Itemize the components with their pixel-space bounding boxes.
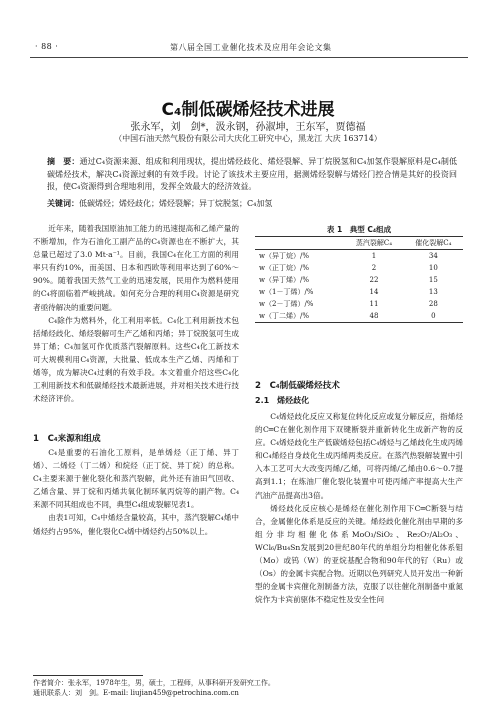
section-1-text [33, 446, 239, 538]
keywords [47, 198, 457, 209]
section-2-text [255, 410, 463, 606]
table-cell: 14 [369, 288, 379, 296]
table-cell: 34 [428, 252, 438, 260]
intro-paragraph-1: 近年来，随着我国原油加工能力的迅速提高和乙烯产量的不断增加，作为石油化工副产品的C₄资源也在不断扩大，其总量已超过了3.0 Mt·a⁻¹。目前，我国C₄在化工方面的利用率只有约10%，而美国、日本和西欧等利用率达到了60%～90%。随着我国天然气工业的迅速发展，民用作为燃料使用的C₄将面临着严峻挑战。如何充分合理的利用C₄资源是研究者亟待解决的重要问题。 [33, 224, 239, 312]
table-row [255, 310, 463, 323]
running-head: 第八届全国工业催化技术及应用年会论文集 [170, 43, 332, 52]
abstract [47, 156, 457, 194]
table-row [255, 262, 463, 274]
footnote-rule [33, 675, 143, 676]
table-cell: w（异丁烷）/% [259, 252, 310, 260]
author-list: 张永军，刘 剑*，汲永钢，孙淑坤，王东军，贾德福 [130, 122, 366, 133]
table-cell: 22 [369, 276, 379, 284]
section-1-heading: 1 C₄来源和组成 [33, 434, 101, 444]
section-2-paragraph-1: C₄烯烃歧化反应又称复位转化反应或复分解反应，指烯烃的C═C在催化剂作用下双键断裂并重新转化生成新产物的反应。C₄烯烃歧化生产低碳烯烃包括C₄烯烃与乙烯歧化生成丙烯和C₄烯烃自身歧化生成丙烯两类反应。在蒸汽热裂解装置中引入本工艺可大大改变丙烯/乙烯，可将丙烯/乙烯由0.6～0.7提高到1.1；在炼油厂催化裂化装置中可使丙烯产率提高大生产汽油产品提高出3倍。 [255, 412, 463, 500]
table-cell: w（1－丁烯）/% [259, 288, 314, 296]
paper-title: C₄制低碳烯烃技术进展 [161, 100, 335, 120]
table-cell: 13 [428, 288, 438, 296]
contact-footnote: 通讯联系人：刘 剑。E-mail: liujian459@petrochina.com.cn [33, 689, 239, 697]
table-cell: w（异丁烯）/% [259, 276, 310, 284]
table-cell: w（正丁烷）/% [259, 264, 310, 272]
header-rule [30, 57, 468, 58]
intro-paragraph-2: C₄除作为燃料外，化工利用率低。C₄化工利用新技术包括烯烃歧化、烯烃裂解可生产乙烯和丙烯；异丁烷脱氢可生成异丁烯；C₄加氢可作优质蒸汽裂解原料。这些C₄化工新技术可大规模利用C₄资源，大批量、低成本生产乙烯、丙烯和丁烯等，成为解决C₄过剩的有效手段。本文着重介绍这些C₄化工利用新技术和低碳烯烃技术最新进展，并对相关技术进行技术经济评价。 [33, 315, 239, 404]
table-row [255, 298, 463, 310]
table-cell: 28 [428, 300, 438, 308]
section-1-paragraph-2: 由表1可知，C₄中烯烃含量较高，其中，蒸汽裂解C₄烯中烯烃约占95%，催化裂化C₄烯中烯烃约占50%以上。 [33, 513, 239, 536]
abstract-label: 摘 要： [47, 157, 80, 166]
intro-text [33, 222, 239, 405]
table-cell: 10 [428, 264, 438, 272]
table-row [255, 250, 463, 263]
table-1-caption: 表 1 典型 C₄组成 [326, 225, 392, 234]
table-row [255, 274, 463, 286]
table-cell: 0 [404, 310, 463, 323]
table-cell: 1 [371, 252, 377, 260]
section-2-1-heading: 2.1 烯烃歧化 [255, 396, 310, 405]
affiliation: （中国石油天然气股份有限公司大庆化工研究中心，黑龙江 大庆 163714） [114, 134, 382, 143]
author-footnote: 作者简介：张永军，1978年生，男，硕士，工程师，从事科研开发研究工作。 [33, 679, 275, 687]
abstract-text: 通过C₄资源来源、组成和利用现状，提出烯烃歧化、烯烃裂解、异丁烷脱氢和C₄加氢作裂解原料是C₄制低碳烯烃技术，解决C₄资源过剩的有效手段。讨论了该技术主要应用，据测烯烃裂解与烯烃门控合情是其好的投资回报，使C₄资源得到合理地利用，发挥全效最大的经济效益。 [47, 157, 458, 191]
table-cell: 48 [344, 310, 403, 323]
table-1 [255, 236, 463, 323]
table-cell: w（2－丁烯）/% [259, 300, 314, 308]
table-row [255, 286, 463, 298]
keywords-text: 低碳烯烃；烯烃歧化；烯烃裂解；异丁烷脱氢；C₄加氢 [79, 199, 273, 208]
table-header-cell [255, 237, 344, 250]
section-2-paragraph-2: 烯烃歧化反应核心是烯烃在催化剂作用下C═C断裂与结合，金属催化体系是反应的关键。烯烃歧化催化剂由早期的多组分非均相催化体系MoO₃/SiO₂、Re₂O₇/Al₂O₃、WCl₆/Bu₄Sn发展到20世纪80年代的单组分均相催化体系钼（Mo）或钨（W）的亚烷基配合物和90年代的钌（Ru）或（Os）的金属卡宾配合物。近期以色列研究人员开发出一种新型的金属卡宾催化剂制备方法，克服了以往催化剂制备中重氮烷作为卡宾前驱体不稳定性及安全性问 [255, 503, 463, 605]
section-2-heading: 2 C₄制低碳烯烃技术 [255, 381, 340, 391]
table-cell: 15 [428, 276, 438, 284]
table-cell: w（丁二烯）/% [255, 310, 344, 323]
table-header-cell: 蒸汽裂解C₄ [344, 237, 403, 250]
table-header-row [255, 237, 463, 250]
table-cell: 11 [369, 300, 379, 308]
section-1-paragraph-1: C₄是重要的石油化工原料，是单烯烃（正丁烯、异丁烯）、二烯烃（丁二烯）和烷烃（正丁烷、异丁烷）的总称。C₄主要来源于催化裂化和蒸汽裂解，此外还有油田气回收、乙烯含量、异丁烷和丙烯共氧化制环氧丙烷等的副产物。C₄来源不同其组成也不同，典型C₄组成裂解见表1。 [33, 448, 239, 510]
table-cell: 2 [371, 264, 377, 272]
keywords-label: 关键词： [47, 199, 79, 208]
page-number: · 88 · [35, 42, 59, 51]
table-header-cell: 催化裂解C₄ [404, 237, 463, 250]
